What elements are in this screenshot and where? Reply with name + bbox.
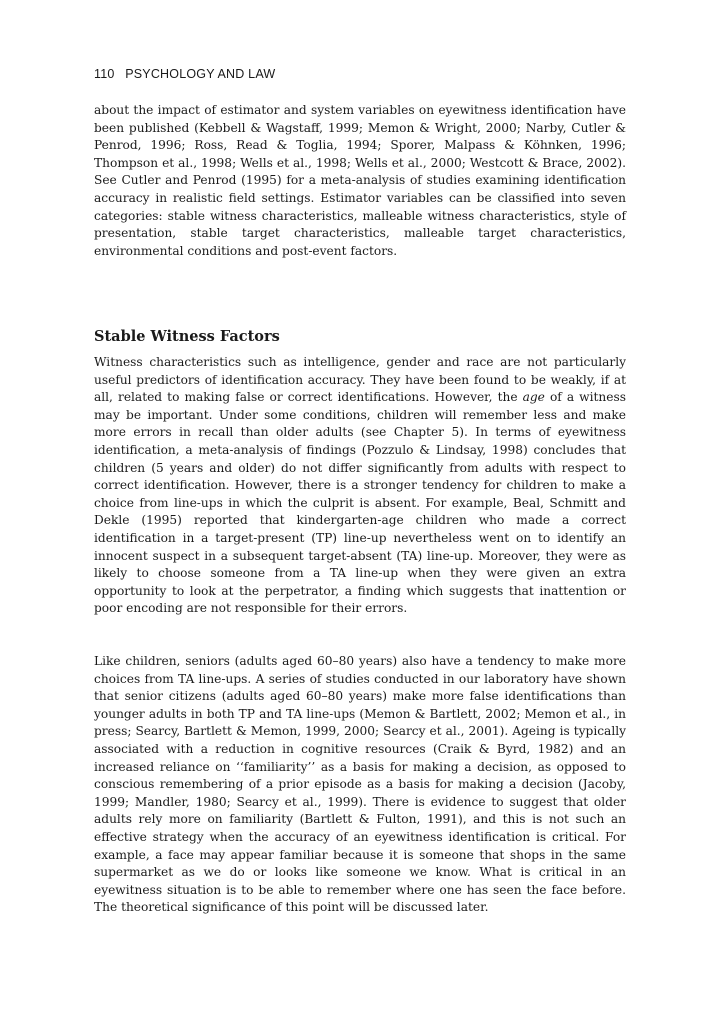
paragraph-text: Witness characteristics such as intelligence, gender and race are not particularly useful predictors of identification accuracy. They have been found to be weakly, if at all, related to making false or correct identifications. However, the [94, 355, 626, 405]
running-head [94, 67, 275, 81]
seniors-paragraph-block [94, 653, 626, 917]
emphasis-age: age [522, 390, 545, 405]
intro-paragraph-block [94, 102, 626, 260]
seniors-paragraph: Like children, seniors (adults aged 60–80 years) also have a tendency to make more choices from TA line-ups. A series of studies conducted in our laboratory have shown that senior citizens (adults aged 60–80 years) make more false identifications than younger adults in both TP and TA line-ups (Memon & Bartlett, 2002; Memon et al., in press; Searcy, Bartlett & Memon, 1999, 2000; Searcy et al., 2001). Ageing is typically associated with a reduction in cognitive resources (Craik & Byrd, 1982) and an increased reliance on ‘‘familiarity’’ as a basis for making a decision, as opposed to conscious remembering of a prior episode as a basis for making a decision (Jacoby, 1999; Mandler, 1980; Searcy et al., 1999). There is evidence to suggest that older adults rely more on familiarity (Bartlett & Fulton, 1991), and this is not such an effective strategy when the accuracy of an eyewitness identification is critical. For example, a face may appear familiar because it is someone that shops in the same supermarket as we do or looks like someone we know. What is critical in an eyewitness situation is to be able to remember where one has seen the face before. The theoretical significance of this point will be discussed later. [94, 654, 626, 915]
paragraph-text: of a witness may be important. Under some conditions, children will remember less and make more errors in recall than older adults (see Chapter 5). In terms of eyewitness identification, a meta-analysis of findings (Pozzulo & Lindsay, 1998) concludes that children (5 years and older) do not differ significantly from adults with respect to correct identification. However, there is a stronger tendency for children to make a choice from line-ups in which the culprit is absent. For example, Beal, Schmitt and Dekle (1995) reported that kindergarten-age children who made a correct identification in a target-present (TP) line-up nevertheless went on to identify an innocent suspect in a subsequent target-absent (TA) line-up. Moreover, they were as likely to choose someone from a TA line-up when they were given an extra opportunity to look at the perpetrator, a finding which suggests that inattention or poor encoding are not responsible for their errors. [94, 390, 626, 616]
stable-witness-paragraph-block [94, 354, 626, 618]
stable-witness-paragraph [94, 354, 626, 618]
section-heading: Stable Witness Factors [94, 328, 280, 345]
page-number: 110 [94, 67, 115, 81]
intro-paragraph: about the impact of estimator and system variables on eyewitness identification have been published (Kebbell & Wagstaff, 1999; Memon & Wright, 2000; Narby, Cutler & Penrod, 1996; Ross, Read & Toglia, 1994; Sporer, Malpass & Köhnken, 1996; Thompson et al., 1998; Wells et al., 1998; Wells et al., 2000; Westcott & Brace, 2002). See Cutler and Penrod (1995) for a meta-analysis of studies examining identification accuracy in realistic field settings. Estimator variables can be classified into seven categories: stable witness characteristics, malleable witness characteristics, style of presentation, stable target characteristics, malleable target characteristics, environmental conditions and post-event factors. [94, 103, 626, 258]
running-head-title: PSYCHOLOGY AND LAW [125, 67, 276, 81]
